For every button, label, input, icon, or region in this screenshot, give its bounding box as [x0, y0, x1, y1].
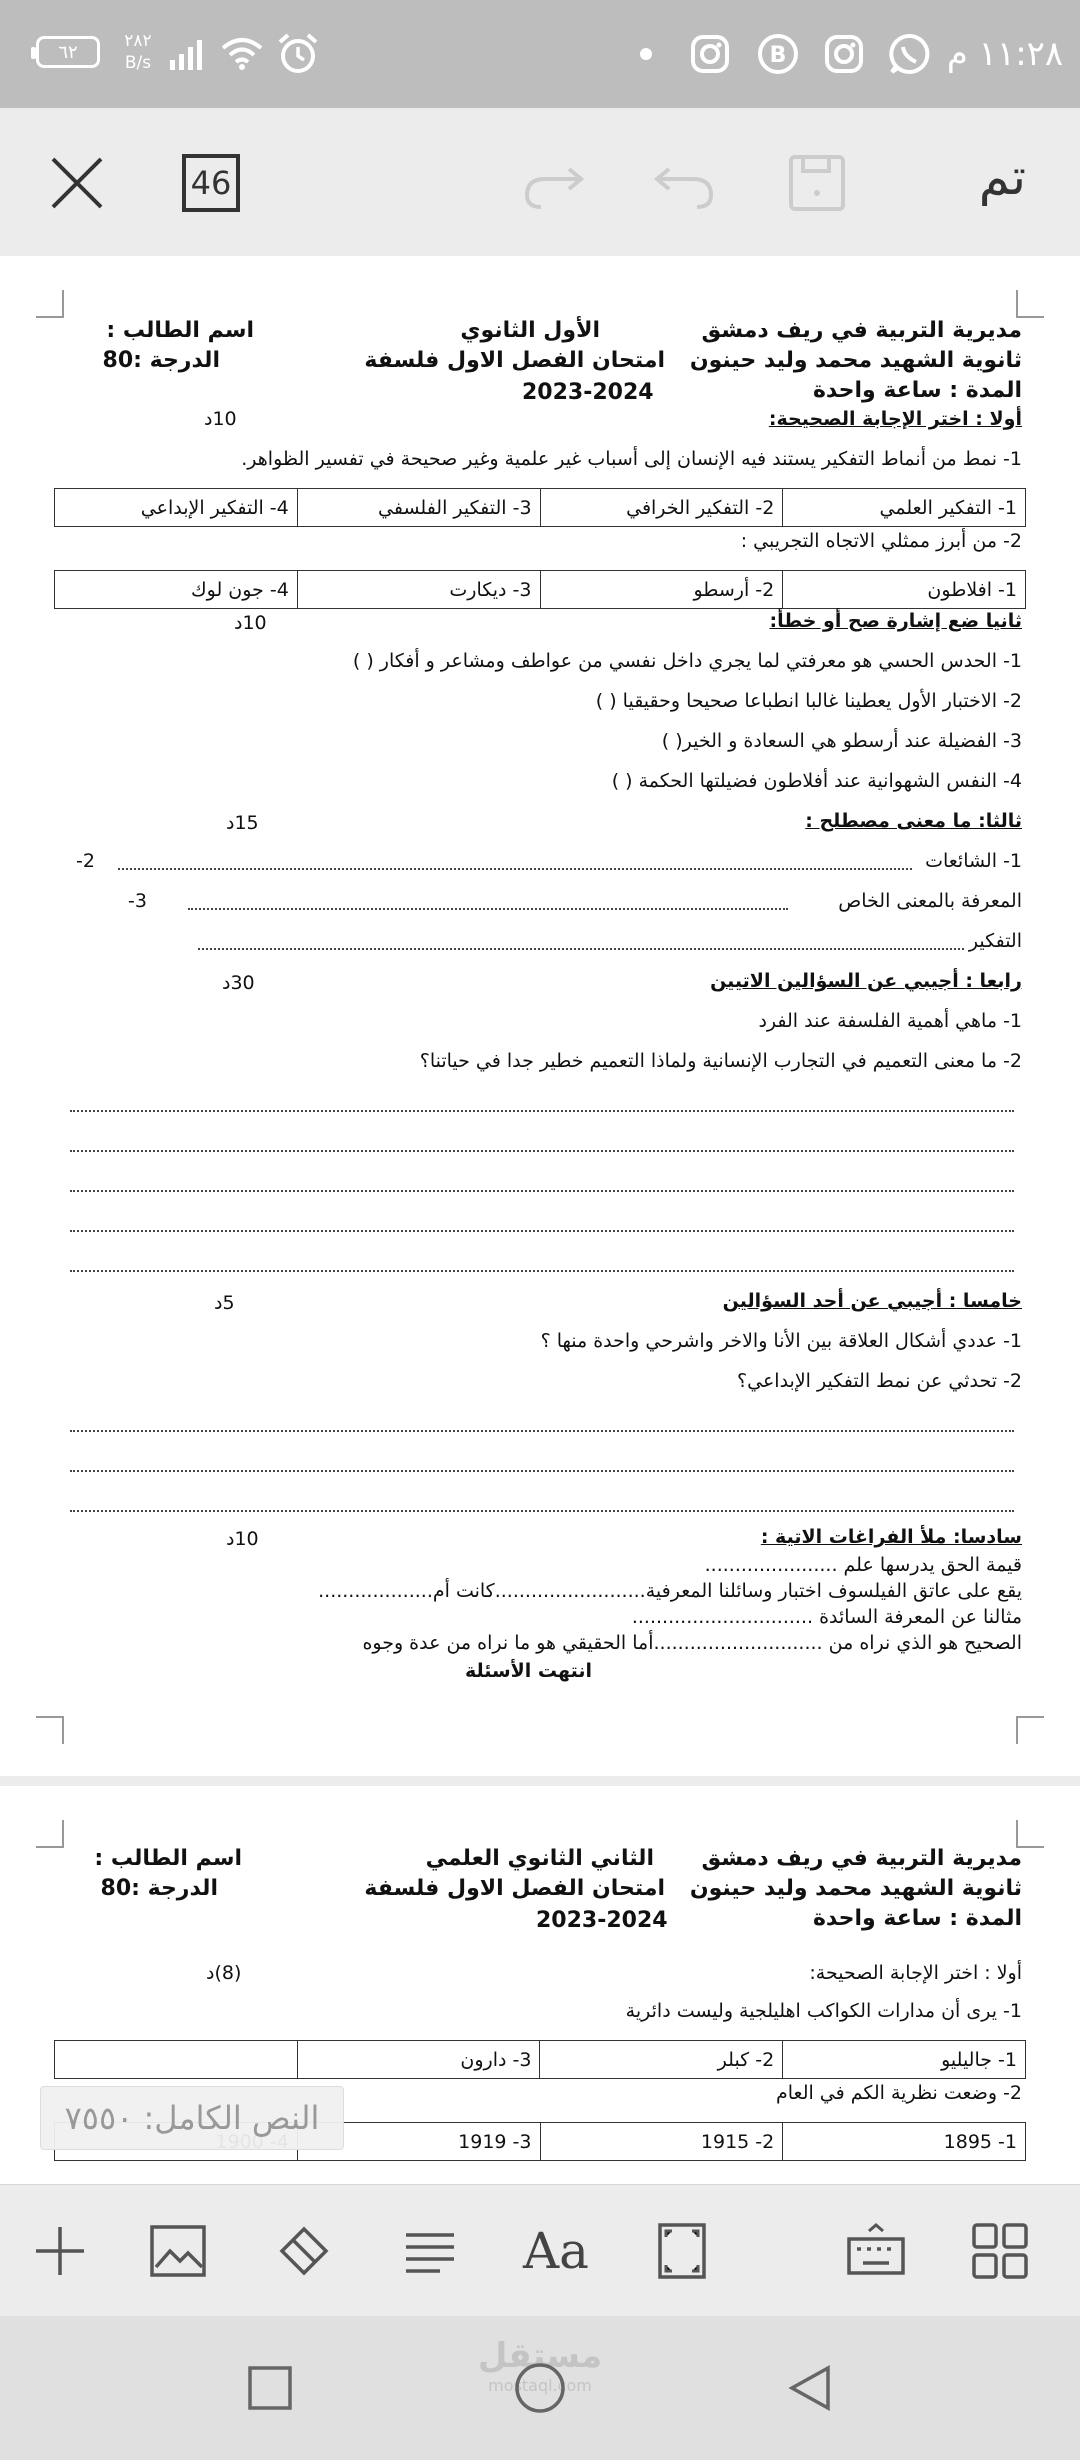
option-cell: 3- التفكير الفلسفي	[297, 489, 540, 527]
q6-line: الصحيح هو الذي نراه من ............................أما الحقيقي هو ما نراه من عدة وجوه	[362, 1632, 1022, 1654]
option-cell: 3- 1919	[297, 2123, 540, 2161]
watermark-text: مستقل	[477, 2336, 603, 2376]
q4-title: رابعا : أجيبي عن السؤالين الاتيين	[710, 970, 1022, 992]
battery-level: ٦٢	[58, 41, 78, 63]
header-student-name: اسم الطالب :	[94, 1846, 242, 1871]
q1-title: أولا : اختر الإجابة الصحيحة:	[768, 408, 1022, 430]
add-icon	[30, 2221, 90, 2281]
insert-image-button[interactable]	[138, 2211, 218, 2291]
q3-term-1: 1- الشائعات	[925, 850, 1022, 872]
answer-line	[198, 948, 964, 950]
q5-title: خامسا : أجيبي عن أحد السؤالين	[722, 1290, 1022, 1312]
align-button[interactable]	[390, 2211, 470, 2291]
answer-line	[70, 1150, 1014, 1152]
back-icon	[784, 2362, 836, 2414]
header-duration: المدة : ساعة واحدة	[812, 1906, 1022, 1931]
q6-marks: 10د	[226, 1528, 259, 1550]
option-cell: 2- أرسطو	[540, 571, 783, 609]
pages-button[interactable]	[166, 138, 256, 228]
answer-line	[70, 1110, 1014, 1112]
option-cell: 2- كبلر	[540, 2041, 783, 2079]
signal-icon	[168, 36, 210, 72]
answer-line	[70, 1510, 1014, 1512]
page-corner-mark	[36, 1820, 64, 1848]
eraser-button[interactable]	[264, 2211, 344, 2291]
q2-item: 1- الحدس الحسي هو معرفتي لما يجري داخل نفسي من عواطف ومشاعر و أفكار ( )	[352, 650, 1022, 672]
q6-line: مثالنا عن المعرفة السائدة ..............................	[631, 1606, 1022, 1628]
page-corner-mark	[36, 290, 64, 318]
q1-item-1-options	[54, 488, 1026, 527]
grid-button[interactable]	[960, 2211, 1040, 2291]
q1-title: أولا : اختر الإجابة الصحيحة:	[809, 1962, 1022, 1984]
q3-marks: 15د	[226, 812, 259, 834]
header-duration: المدة : ساعة واحدة	[812, 378, 1022, 403]
exam-end-note: انتهت الأسئلة	[464, 1660, 592, 1682]
header-grade: الثاني الثانوي العلمي	[425, 1846, 654, 1871]
q1-item-2: 2- من أبرز ممثلي الاتجاه التجريبي :	[740, 530, 1022, 552]
net-speed-unit: B/s	[124, 53, 152, 73]
document-viewer[interactable]	[0, 256, 1080, 2184]
header-directorate: مديرية التربية في ريف دمشق	[701, 1846, 1022, 1871]
page-corner-mark	[1016, 290, 1044, 318]
option-cell: 3- دارون	[297, 2041, 540, 2079]
option-cell: 3- ديكارت	[297, 571, 540, 609]
net-speed	[118, 30, 158, 74]
q2-item: 4- النفس الشهوانية عند أفلاطون فضيلتها الحكمة ( )	[611, 770, 1022, 792]
close-button[interactable]	[32, 138, 122, 228]
q5-marks: 5د	[214, 1292, 235, 1314]
q5-item: 1- عددي أشكال العلاقة بين الأنا والاخر واشرحي واحدة منها ؟	[540, 1330, 1022, 1352]
answer-line	[70, 1230, 1014, 1232]
q3-title: ثالثا: ما معنى مصطلح :	[805, 810, 1022, 832]
answer-line	[70, 1270, 1014, 1272]
header-year: 2023-2024	[536, 1908, 668, 1933]
q6-title: سادسا: ملأ الفراغات الاتية :	[760, 1526, 1022, 1548]
q2-marks: 10د	[234, 612, 267, 634]
status-bar	[0, 0, 1080, 108]
header-score: الدرجة :80	[100, 1876, 218, 1901]
expand-icon	[652, 2221, 712, 2281]
answer-line	[70, 1430, 1014, 1432]
q1-marks: 10د	[204, 408, 237, 430]
redo-button[interactable]	[508, 138, 598, 228]
answer-line	[70, 1470, 1014, 1472]
q3-term-2-number: 2-	[76, 850, 95, 872]
document-toolbar	[0, 108, 1080, 256]
dot-icon	[638, 46, 654, 62]
option-cell: 2- 1915	[540, 2123, 783, 2161]
header-school: ثانوية الشهيد محمد وليد حينون	[689, 1876, 1022, 1901]
header-directorate: مديرية التربية في ريف دمشق	[701, 318, 1022, 343]
alarm-icon	[276, 32, 320, 76]
save-button[interactable]	[772, 138, 862, 228]
keyboard-button[interactable]	[836, 2211, 916, 2291]
q1-item-2: 2- وضعت نظرية الكم في العام	[775, 2082, 1022, 2104]
add-button[interactable]	[20, 2211, 100, 2291]
q2-item: 2- الاختبار الأول يعطينا غالبا انطباعا صحيحا وحقيقيا ( )	[595, 690, 1022, 712]
q6-line: يقع على عاتق الفيلسوف اختبار وسائلنا المعرفية.........................كانت أم...................	[318, 1580, 1022, 1602]
keyboard-icon	[845, 2221, 907, 2281]
option-cell: 1- 1895	[783, 2123, 1026, 2161]
q1-marks: (8)د	[206, 1962, 242, 1984]
header-year: 2023-2024	[522, 380, 654, 405]
whatsapp-business-icon	[756, 32, 800, 76]
net-speed-value: ٢٨٢	[124, 31, 152, 51]
undo-button[interactable]	[640, 138, 730, 228]
redo-icon	[521, 155, 585, 211]
q1-item-1: 1- نمط من أنماط التفكير يستند فيه الإنسان إلى أسباب غير علمية وغير صحيحة في تفسير الظواهر.	[241, 448, 1022, 470]
home-button[interactable]	[500, 2348, 580, 2428]
recents-button[interactable]	[230, 2348, 310, 2428]
q5-item: 2- تحدثي عن نمط التفكير الإبداعي؟	[737, 1370, 1022, 1392]
back-button[interactable]	[770, 2348, 850, 2428]
eraser-icon	[274, 2221, 334, 2281]
option-cell: 4- التفكير الإبداعي	[55, 489, 298, 527]
font-icon: Aa	[523, 2222, 589, 2280]
answer-line	[188, 908, 788, 910]
q3-term-3-number: 3-	[128, 890, 147, 912]
document-page-1	[0, 256, 1080, 1776]
recents-icon	[245, 2363, 295, 2413]
home-icon	[512, 2360, 568, 2416]
answer-line	[70, 1190, 1014, 1192]
page-corner-mark	[1016, 1716, 1044, 1744]
q1-item-2-options	[54, 570, 1026, 609]
watermark-subtext: mostaql.com	[488, 2376, 592, 2395]
whatsapp-icon	[888, 32, 932, 76]
font-button[interactable]	[516, 2211, 596, 2291]
grid-icon	[970, 2221, 1030, 2281]
instagram-icon	[690, 34, 730, 74]
save-icon	[787, 153, 847, 213]
undo-icon	[653, 155, 717, 211]
image-icon	[148, 2221, 208, 2281]
q6-line: قيمة الحق يدرسها علم ......................	[704, 1554, 1022, 1576]
q3-term-3: التفكير	[968, 930, 1022, 952]
q4-item: 1- ماهي أهمية الفلسفة عند الفرد	[758, 1010, 1022, 1032]
q4-item: 2- ما معنى التعميم في التجارب الإنسانية ولماذا التعميم خطير جدا في حياتنا؟	[419, 1050, 1022, 1072]
option-cell: 4- جون لوك	[55, 571, 298, 609]
page-corner-mark	[1016, 1820, 1044, 1848]
header-grade: الأول الثانوي	[460, 318, 600, 343]
align-icon	[400, 2221, 460, 2281]
edit-toolbar	[0, 2184, 1080, 2316]
q1-item-1-options	[54, 2040, 1026, 2079]
page-corner-mark	[36, 1716, 64, 1744]
option-cell: 2- التفكير الخرافي	[540, 489, 783, 527]
full-text-count-badge[interactable]: النص الكامل: ٧٥٥٠	[40, 2086, 344, 2150]
q4-marks: 30د	[222, 972, 255, 994]
battery-icon	[36, 36, 100, 68]
q2-title: ثانيا ضع إشارة صح أو خطأ:	[769, 610, 1022, 632]
done-button[interactable]: تم	[978, 148, 1026, 206]
answer-line	[118, 868, 912, 870]
close-icon	[47, 153, 107, 213]
header-exam: امتحان الفصل الاول فلسفة	[364, 1876, 665, 1901]
option-cell: 1- جاليليو	[783, 2041, 1026, 2079]
svg-text:B: B	[769, 43, 787, 68]
q1-item-1: 1- يرى أن مدارات الكواكب اهليلجية وليست دائرية	[625, 2000, 1022, 2022]
clock: ١١:٢٨ م	[946, 34, 1064, 74]
option-cell	[55, 2041, 298, 2079]
q2-item: 3- الفضيلة عند أرسطو هي السعادة و الخير( )	[661, 730, 1022, 752]
instagram-icon	[824, 34, 864, 74]
q3-term-2: المعرفة بالمعنى الخاص	[838, 890, 1022, 912]
expand-button[interactable]	[642, 2211, 722, 2291]
option-cell: 1- التفكير العلمي	[783, 489, 1026, 527]
header-exam: امتحان الفصل الاول فلسفة	[364, 348, 665, 373]
wifi-icon	[220, 34, 264, 72]
header-school: ثانوية الشهيد محمد وليد حينون	[689, 348, 1022, 373]
header-score: الدرجة :80	[102, 348, 220, 373]
header-student-name: اسم الطالب :	[106, 318, 254, 343]
page-count-badge: 46	[182, 154, 240, 212]
option-cell: 1- افلاطون	[783, 571, 1026, 609]
navigation-bar	[0, 2316, 1080, 2460]
